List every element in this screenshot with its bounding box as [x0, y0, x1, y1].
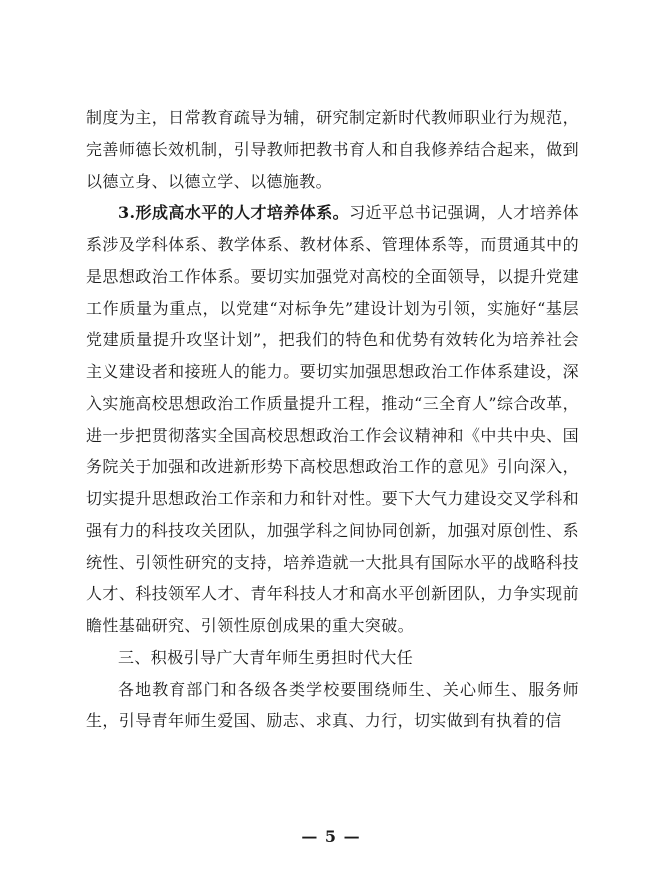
section-3-lead: 3.形成高水平的人才培养体系。	[118, 203, 350, 223]
page-number: — 5 —	[301, 827, 361, 846]
section-heading-3: 三、积极引导广大青年师生勇担时代大任	[118, 647, 414, 667]
paragraph-last: 各地教育部门和各级各类学校要围绕师生、关心师生、服务师生，引导青年师生爱国、励志、求真、力行，切实做到有执着的信	[86, 679, 579, 731]
body-text	[86, 102, 579, 737]
paragraph-section-3	[86, 197, 579, 642]
section-3-body: 习近平总书记强调，人才培养体系涉及学科体系、教学体系、教材体系、管理体系等，而贯通其中的是思想政治工作体系。要切实加强党对高校的全面领导，以提升党建工作质量为重点，以党建“对标争先”建设计划为引领，实施好“基层党建质量提升攻坚计划”，把我们的特色和优势有效转化为培养社会主义建设者和接班人的能力。要切实加强思想政治工作体系建设，深入实施高校思想政治工作质量提升工程，推动“三全育人”综合改革，进一步把贯彻落实全国高校思想政治工作会议精神和《中共中央、国务院关于加强和改进新形势下高校思想政治工作的意见》引向深入，切实提升思想政治工作亲和力和针对性。要下大气力建设交叉学科和强有力的科技攻关团队，加强学科之间协同创新，加强对原创性、系统性、引领性研究的支持，培养造就一大批具有国际水平的战略科技人才、科技领军人才、青年科技人才和高水平创新团队，力争实现前瞻性基础研究、引领性原创成果的重大突破。	[86, 203, 579, 635]
paragraph-continued: 制度为主，日常教育疏导为辅，研究制定新时代教师职业行为规范，完善师德长效机制，引导教师把教书育人和自我修养结合起来，做到以德立身、以德立学、以德施教。	[86, 108, 579, 191]
